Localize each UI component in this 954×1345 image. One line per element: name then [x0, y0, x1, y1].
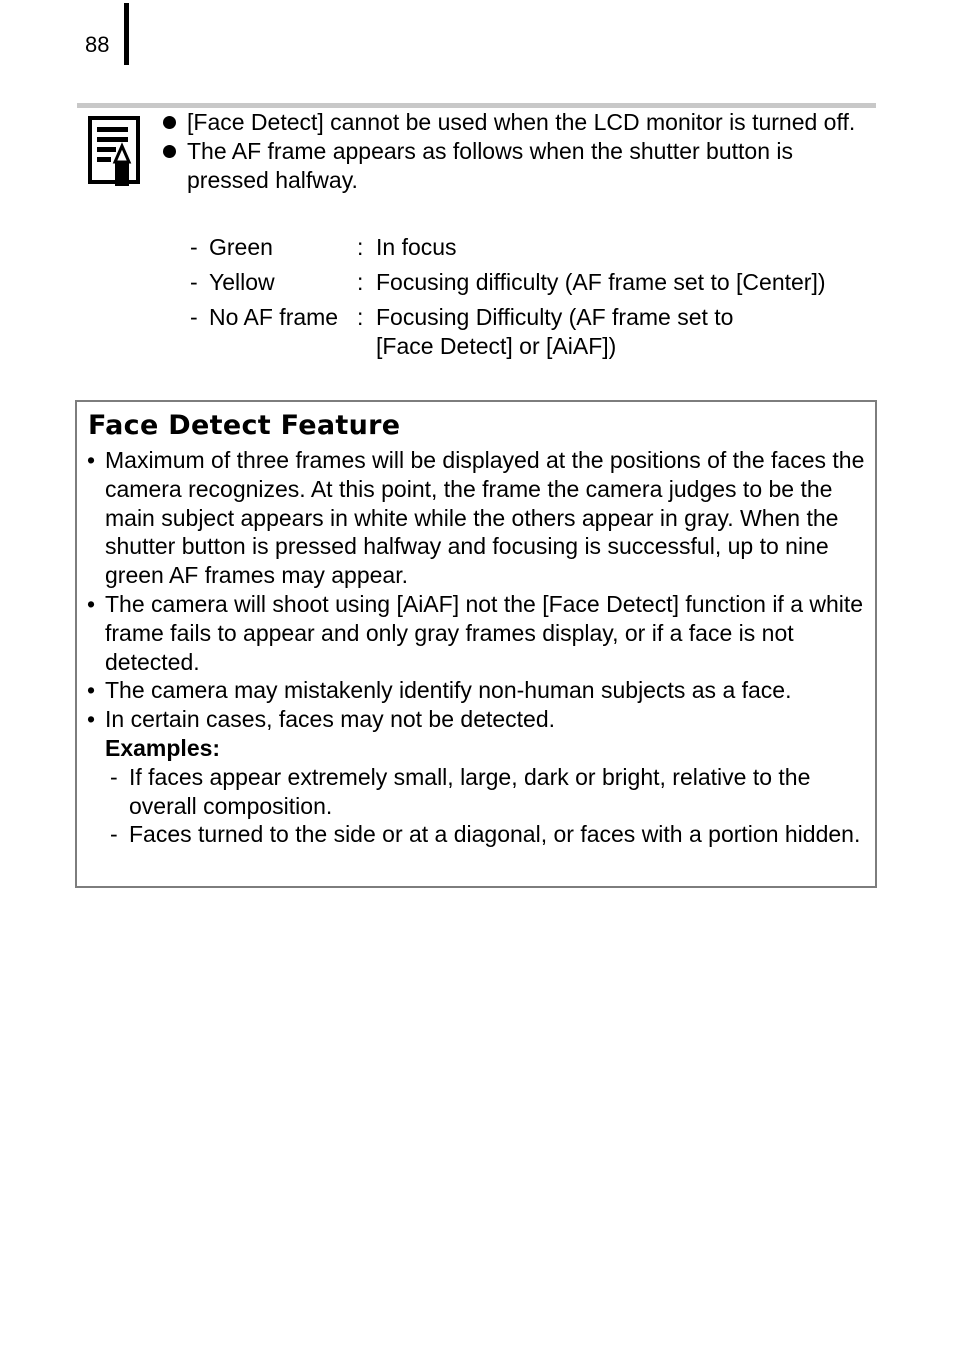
memo-icon [88, 116, 144, 188]
examples-heading: Examples: [105, 734, 221, 761]
feature-item: • In certain cases, faces may not be detected. Examples: - If faces appear extremely small, large, dark or bright, relative to the overall composition. - Faces turned to the side or at a diagonal, or faces with a portion hidden. [87, 705, 872, 849]
af-frame-row: - No AF frame : Focusing Difficulty (AF frame set to [Face Detect] or [AiAF]) [190, 297, 826, 361]
feature-item: • Maximum of three frames will be displayed at the positions of the faces the camera recognizes. At this point, the frame the camera judges to be the main subject appears in white while the others appear in gray. When the shutter button is pressed halfway and focusing is successful, up to nine green AF frames may appear. [87, 447, 865, 589]
page-number-rule [124, 3, 129, 65]
feature-list [87, 446, 872, 849]
feature-item: • The camera will shoot using [AiAF] not the [Face Detect] function if a white frame fails to appear and only gray frames display, or if a face is not detected. [87, 590, 864, 675]
page-number: 88 [85, 32, 110, 57]
note-item: The AF frame appears as follows when the shutter button is pressed halfway. [160, 137, 880, 195]
bullet-dot [163, 145, 176, 158]
example-item: - Faces turned to the side or at a diagonal, or faces with a portion hidden. [110, 821, 861, 848]
af-frame-desc: Focusing difficulty (AF frame set to [Center]) [376, 269, 826, 295]
af-frame-row: - Yellow : Focusing difficulty (AF frame set to [Center]) [190, 262, 826, 297]
feature-title: Face Detect Feature [88, 410, 401, 441]
af-frame-row: - Green : In focus [190, 233, 826, 262]
af-frame-label: No AF frame [209, 304, 339, 330]
feature-item: • The camera may mistakenly identify non-human subjects as a face. [87, 677, 792, 704]
note-list [160, 108, 880, 195]
af-frame-table [190, 233, 826, 361]
examples-list [105, 763, 872, 849]
af-frame-label: Green [209, 234, 273, 260]
example-item: - If faces appear extremely small, large, dark or bright, relative to the overall composition. [110, 763, 811, 819]
note-item: [Face Detect] cannot be used when the LCD monitor is turned off. [160, 108, 880, 137]
af-frame-desc: Focusing Difficulty (AF frame set to [Face Detect] or [AiAF]) [376, 304, 734, 359]
face-detect-feature-box [75, 400, 877, 888]
bullet-dot [163, 116, 176, 129]
af-frame-label: Yellow [209, 269, 275, 295]
af-frame-desc: In focus [376, 234, 457, 260]
